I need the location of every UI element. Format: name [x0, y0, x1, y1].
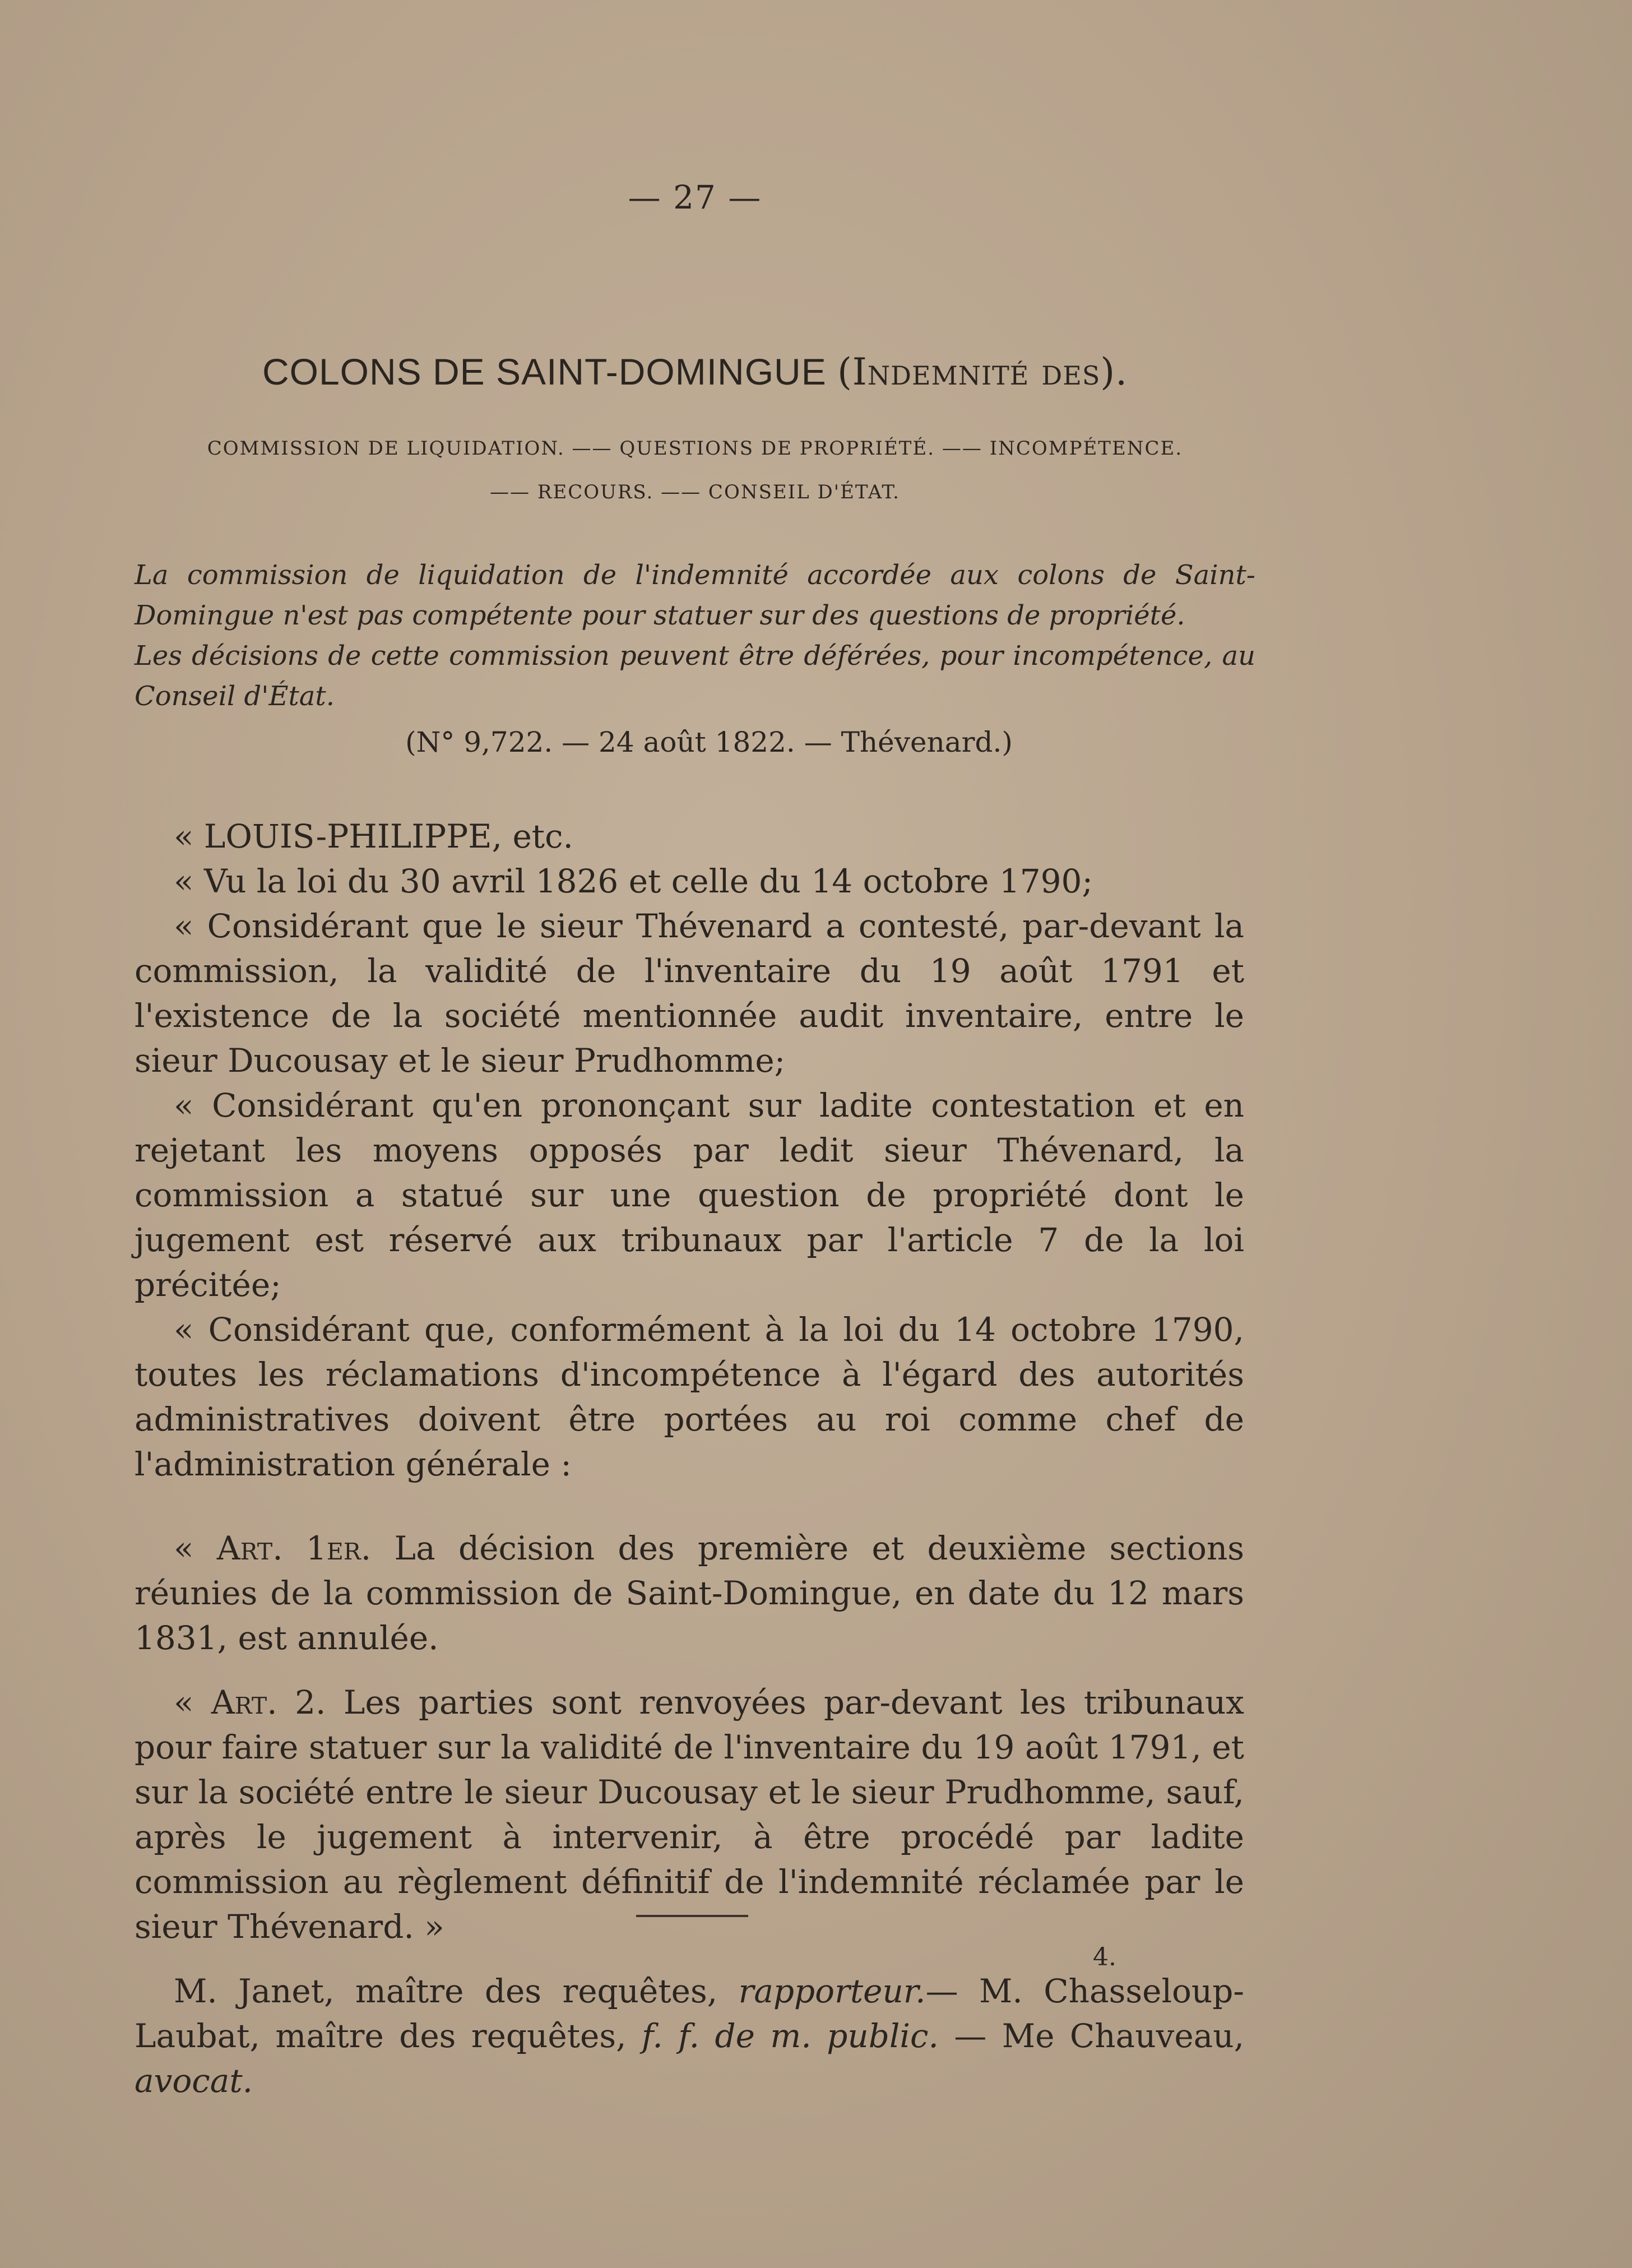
keywords-line-2: —— RECOURS. —— CONSEIL D'ÉTAT. [490, 481, 900, 503]
section-title [0, 350, 1390, 394]
closing-rule [636, 1915, 748, 1917]
signatories [135, 1969, 1244, 2103]
folio-mark: 4. [1093, 1943, 1116, 1971]
page-number: — 27 — [628, 178, 762, 216]
signatory-rapporteur-role: rapporteur. [738, 1972, 926, 2010]
body-considerant-1: « Considérant que le sieur Thévenard a contesté, par-devant la commission, la validité de l'inventaire du 19 août 1791 et l'existence de la société mentionnée audit inventaire, entre le sieur Ducousay et le sieur Prudhomme; [135, 907, 1244, 1080]
signatory-rapporteur-name: M. Janet, maître des requêtes, [174, 1972, 718, 2010]
decision-body [135, 814, 1244, 2103]
article-1-label: « Art. 1er. [174, 1529, 372, 1567]
title-main: COLONS DE SAINT-DOMINGUE [262, 351, 827, 392]
case-citation: (N° 9,722. — 24 août 1822. — Thévenard.) [405, 726, 1013, 758]
body-considerant-2: « Considérant qu'en prononçant sur ladite contestation et en rejetant les moyens opposés par ledit sieur Thévenard, la commission a statué sur une question de propriété dont le jugement est réservé aux tribunaux par l'article 7 de la loi précitée; [135, 1086, 1244, 1304]
summary-paragraph-1: La commission de liquidation de l'indemnité accordée aux colons de Saint-Domingue n'est pas compétente pour statuer sur des questions de propriété. [135, 559, 1255, 631]
signatory-avocat-role: avocat. [135, 2062, 253, 2100]
article-2-text: Les parties sont renvoyées par-devant les tribunaux pour faire statuer sur la validité de l'inventaire du 19 août 1791, et sur la société entre le sieur Ducousay et le sieur Prudhomme, sauf, après le jugement à intervenir, à être procédé par ladite commission au règlement définitif de l'indemnité réclamée par le sieur Thévenard. » [135, 1683, 1245, 1946]
article-1 [135, 1526, 1244, 1660]
signatory-public-name: — M. Chasseloup-Laubat, maître des requêtes, [135, 1972, 1245, 2055]
summary-paragraph-2: Les décisions de cette commission peuvent être déférées, pour incompétence, au Conseil d'État. [135, 640, 1255, 712]
signatory-public-role: f. f. de m. public. [642, 2017, 939, 2055]
body-considerant-3: « Considérant que, conformément à la loi du 14 octobre 1790, toutes les réclamations d'incompétence à l'égard des autorités administratives doivent être portées au roi comme chef de l'administration générale : [135, 1311, 1244, 1483]
body-opening: « LOUIS-PHILIPPE, etc. [174, 817, 573, 855]
article-2-label: « Art. 2. [174, 1683, 326, 1721]
article-2 [135, 1680, 1244, 1949]
title-parenthetical: (Indemnité des). [837, 350, 1128, 394]
signatory-avocat-name: — Me Chauveau, [954, 2017, 1245, 2055]
article-1-text: La décision des première et deuxième sections réunies de la commission de Saint-Domingue, en date du 12 mars 1831, est annulée. [135, 1529, 1245, 1657]
body-vu: « Vu la loi du 30 avril 1826 et celle du 14 octobre 1790; [174, 862, 1093, 900]
keywords-line-1: COMMISSION DE LIQUIDATION. —— QUESTIONS DE PROPRIÉTÉ. —— INCOMPÉTENCE. [207, 437, 1183, 460]
